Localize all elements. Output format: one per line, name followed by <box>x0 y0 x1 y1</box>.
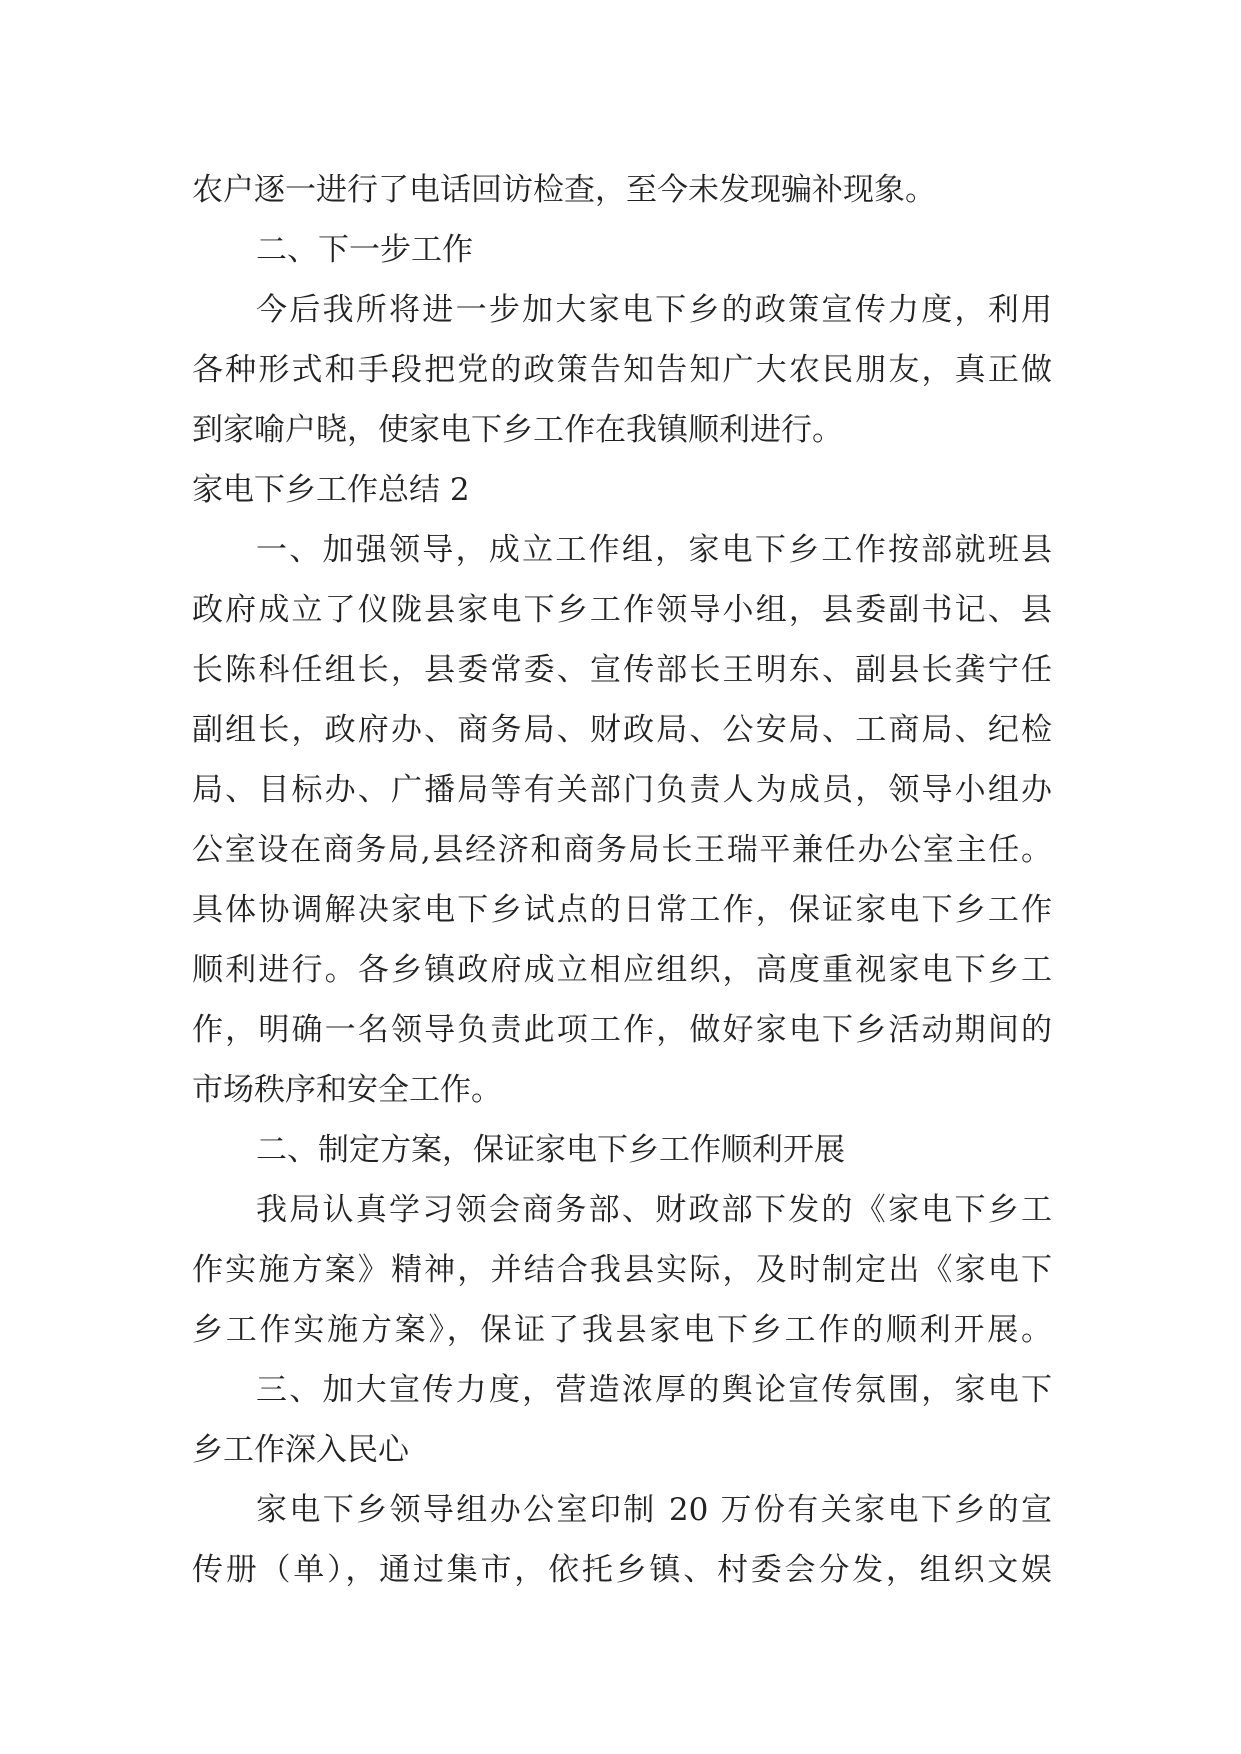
section-heading: 三、加大宣传力度，营造浓厚的舆论宣传氛围，家电下 <box>256 1372 1052 1408</box>
section-heading: 二、下一步工作 <box>256 232 473 268</box>
text-line: 顺利进行。各乡镇政府成立相应组织，高度重视家电下乡工 <box>192 952 1052 988</box>
section-heading: 二、制定方案，保证家电下乡工作顺利开展 <box>256 1132 845 1168</box>
text-line: 副组长，政府办、商务局、财政局、公安局、工商局、纪检 <box>192 712 1052 748</box>
text-line: 乡工作实施方案》，保证了我县家电下乡工作的顺利开展。 <box>192 1312 1052 1348</box>
text-line: 市场秩序和安全工作。 <box>192 1072 502 1108</box>
text-line: 各种形式和手段把党的政策告知告知广大农民朋友，真正做 <box>192 352 1052 388</box>
document-body <box>192 160 1052 1600</box>
text-line: 到家喻户晓，使家电下乡工作在我镇顺利进行。 <box>192 412 843 448</box>
text-line: 局、目标办、广播局等有关部门负责人为成员，领导小组办 <box>192 772 1052 808</box>
text-line: 具体协调解决家电下乡试点的日常工作，保证家电下乡工作 <box>192 892 1052 928</box>
text-line: 公室设在商务局,县经济和商务局长王瑞平兼任办公室主任。 <box>192 832 1052 868</box>
text-line: 乡工作深入民心 <box>192 1432 409 1468</box>
text-line: 一、加强领导，成立工作组，家电下乡工作按部就班县 <box>256 532 1052 568</box>
text-line: 作实施方案》精神，并结合我县实际，及时制定出《家电下 <box>192 1252 1052 1288</box>
text-line: 今后我所将进一步加大家电下乡的政策宣传力度，利用 <box>256 292 1052 328</box>
document-title: 家电下乡工作总结 2 <box>192 472 470 508</box>
text-line: 传册（单），通过集市，依托乡镇、村委会分发，组织文娱 <box>192 1552 1052 1588</box>
text-line: 政府成立了仪陇县家电下乡工作领导小组，县委副书记、县 <box>192 592 1052 628</box>
text-line: 作，明确一名领导负责此项工作，做好家电下乡活动期间的 <box>192 1012 1052 1048</box>
text-line: 我局认真学习领会商务部、财政部下发的《家电下乡工 <box>256 1192 1052 1228</box>
text-line: 长陈科任组长，县委常委、宣传部长王明东、副县长龚宁任 <box>192 652 1052 688</box>
text-line: 家电下乡领导组办公室印制 20 万份有关家电下乡的宣 <box>256 1492 1052 1528</box>
text-line: 农户逐一进行了电话回访检查，至今未发现骗补现象。 <box>192 172 936 208</box>
